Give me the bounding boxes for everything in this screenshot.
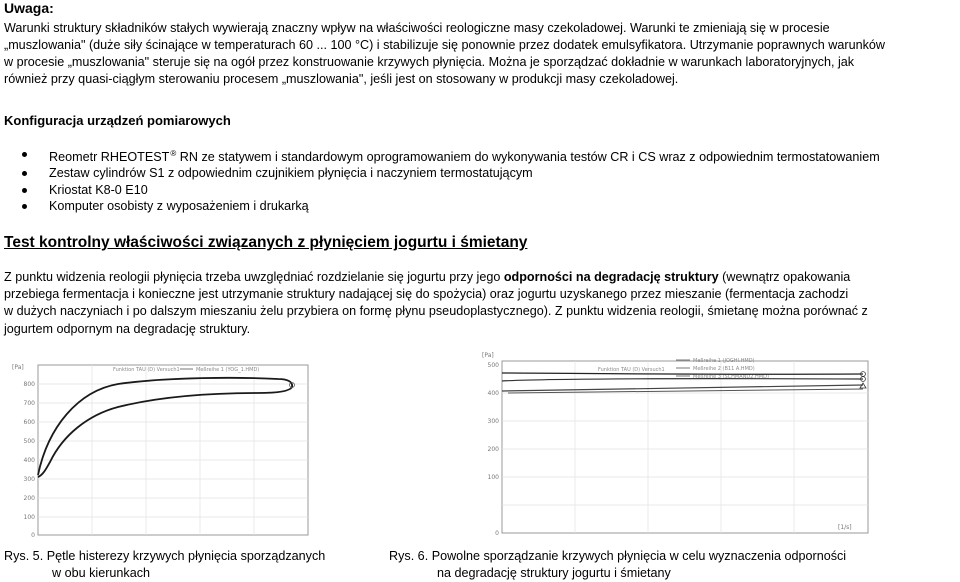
- figure-6-caption: Rys. 6. Powolne sporządzanie krzywych płynięcia w celu wyznaczenia odporności na degradację struktury jogurtu i śmietany: [389, 549, 847, 580]
- text-line: Warunki struktury składników stałych wywierają znaczny wpływ na właściwości reologiczne masy czekoladowej. Warunki te zmieniają się w procesie: [4, 21, 830, 35]
- text-line: również przy quasi-ciągłym sterowaniu procesem „muszlowania", jeśli jest on stosowany w produkcji masy czekoladowej.: [4, 72, 679, 86]
- tick-label: 300: [487, 418, 499, 425]
- y-axis-label: [Pa]: [12, 364, 24, 371]
- text-line: Z punktu widzenia reologii płynięcia trzeba uwzględniać rozdzielanie się jogurtu przy jego odporności na degradację struktury (wewnątrz opakowania: [4, 270, 851, 284]
- tick-label: 0: [495, 530, 499, 537]
- config-list: [22, 146, 880, 214]
- figure-5-caption: Rys. 5. Pętle histerezy krzywych płynięcia sporządzanych w obu kierunkach: [4, 549, 326, 580]
- x-axis-label: [1/s]: [838, 524, 852, 531]
- tick-label: 500: [487, 362, 499, 369]
- test-heading: Test kontrolny właściwości związanych z płynięciem jogurtu i śmietany: [4, 234, 528, 251]
- test-paragraph: [4, 269, 959, 338]
- note-paragraph: [4, 20, 959, 88]
- figure-6-flow-curves-chart: [478, 351, 874, 541]
- tick-label: 200: [487, 446, 499, 453]
- tick-label: 400: [23, 457, 35, 464]
- tick-label: 600: [23, 419, 35, 426]
- legend-entry: Funktion TAU (D) Versuch1: [113, 367, 180, 373]
- config-heading: Konfiguracja urządzeń pomiarowych: [4, 113, 231, 128]
- tick-label: 0: [31, 532, 35, 539]
- legend-entry: Meßreihe 1 (YOG_1.HMD): [196, 367, 260, 373]
- legend-entry: Funktion TAU (D) Versuch1: [598, 367, 665, 373]
- tick-label: 700: [23, 400, 35, 407]
- tick-label: 200: [23, 495, 35, 502]
- tick-label: 500: [23, 438, 35, 445]
- text-line: jogurtem odpornym na degradację struktury.: [4, 321, 251, 336]
- text-line: w procesie „muszlowania" steruje się na ogół przez konstruowanie krzywych płynięcia. Można je sporządzać dokładnie w warunkach laboratoryjnych, jak: [4, 55, 855, 69]
- note-heading: Uwaga:: [4, 0, 54, 16]
- tick-label: 100: [487, 474, 499, 481]
- tick-label: 800: [23, 381, 35, 388]
- list-item: Kriostat K8-0 E10: [22, 182, 880, 198]
- legend-entry: Meßreihe 3 (SCHMAND2.HMD): [693, 374, 769, 380]
- tick-label: 300: [23, 476, 35, 483]
- legend-entry: Meßreihe 1 (JOGHI.HMD): [693, 358, 755, 364]
- y-axis-label: [Pa]: [482, 352, 494, 359]
- tick-label: 100: [23, 514, 35, 521]
- list-item: Reometr RHEOTEST® RN ze statywem i standardowym oprogramowaniem do wykonywania testów CR i CS wraz z odpowiednim termostatowaniem: [22, 146, 880, 165]
- legend-entry: Meßreihe 2 (B11 A.HMD): [693, 366, 755, 372]
- list-item: Komputer osobisty z wyposażeniem i drukarką: [22, 198, 880, 214]
- text-line: przebiega fermentacja i konieczne jest utrzymanie struktury nadającej się do spożycia) oraz jogurtu uzyskanego przez mieszanie (fermentacja zachodzi: [4, 287, 849, 302]
- tick-label: 400: [487, 390, 499, 397]
- text-line: w dużych naczyniach i po dalszym mieszaniu żelu przybiera on formę płynu pseudoplastycznego). Z punktu widzenia reologii, śmietanę można porównać z: [4, 304, 868, 319]
- figure-5-hysteresis-chart: [8, 357, 314, 539]
- list-item: Zestaw cylindrów S1 z odpowiednim czujnikiem płynięcia i naczyniem termostatującym: [22, 165, 880, 181]
- text-line: „muszlowania" (duże siły ścinające w temperaturach 60 ... 100 °C) i stabilizuje się ponownie przez dodatek emulsyfikatora. Utrzymanie poprawnych warunków: [4, 38, 885, 52]
